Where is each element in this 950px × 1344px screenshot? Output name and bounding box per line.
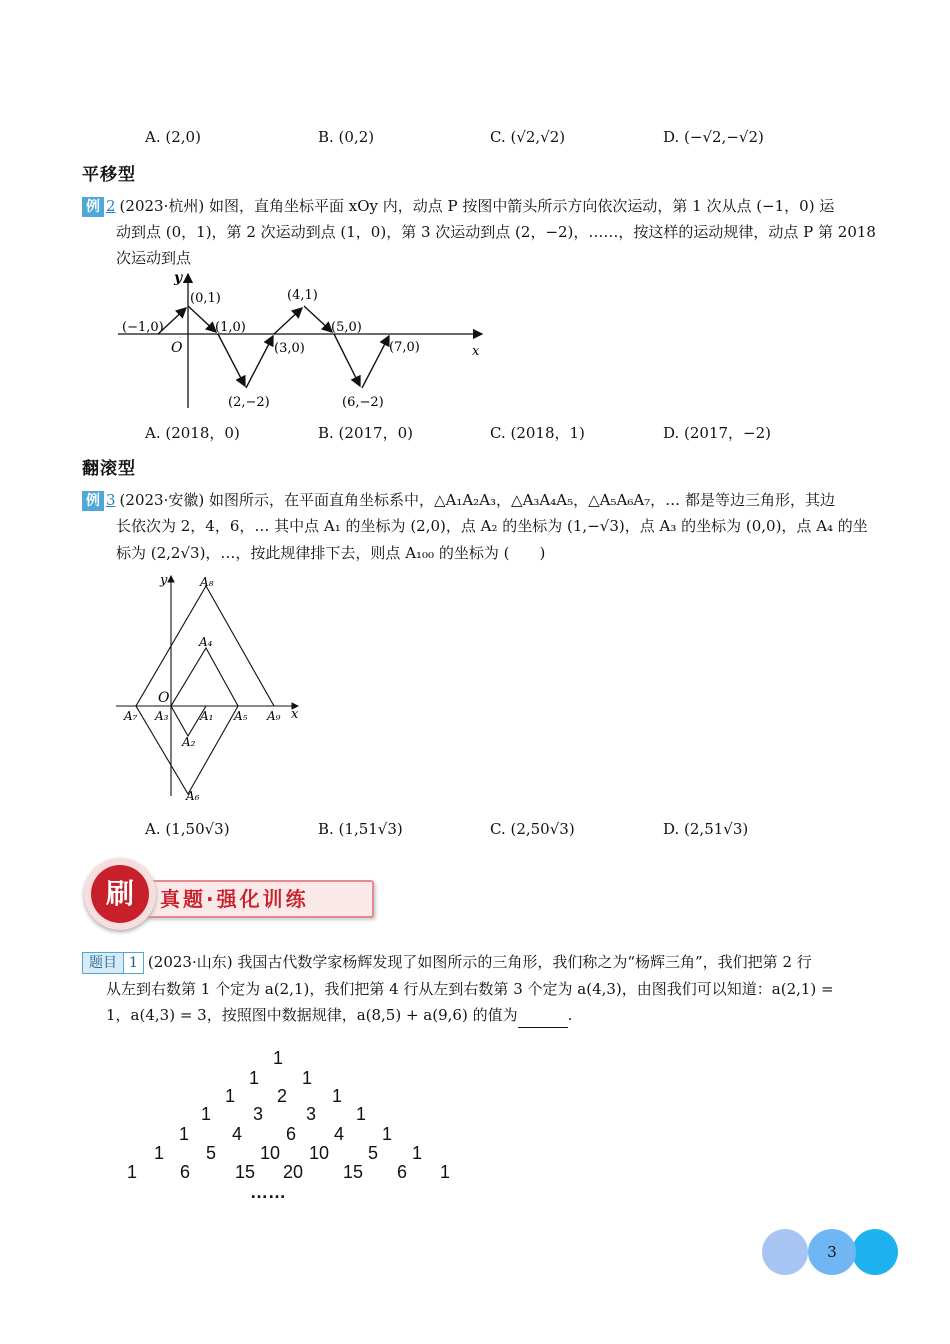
exercise1-line1 — [82, 949, 812, 975]
triangle-number: 6 — [180, 1162, 191, 1182]
y-label: y — [174, 270, 183, 286]
path-segment — [246, 336, 273, 388]
point-label: A₄ — [199, 635, 213, 649]
triangle-number: 4 — [232, 1124, 243, 1144]
triangle-number: 1 — [201, 1104, 212, 1124]
example-tag: 例 — [82, 197, 104, 217]
path-segment — [304, 306, 332, 332]
option-d[interactable]: D. (2,51√3) — [663, 820, 749, 838]
triangle-number: 1 — [273, 1048, 284, 1068]
triangle-number: 1 — [440, 1162, 451, 1182]
triangle-number: 10 — [309, 1143, 330, 1163]
option-a[interactable]: A. (1,50√3) — [145, 820, 230, 838]
point-label: (3,0) — [274, 341, 305, 356]
example2-line2: 动到点 (0，1)，第 2 次运动到点 (1，0)，第 3 次运动到点 (2，−2)，……，按这样的运动规律，动点 P 第 2018 — [116, 223, 876, 241]
triangle-number: 1 — [179, 1124, 190, 1144]
example-number: 2 — [106, 197, 116, 215]
origin-label: O — [171, 340, 183, 356]
triangle-number: 6 — [397, 1162, 408, 1182]
example-tag: 例 — [82, 491, 104, 511]
option-b[interactable]: B. (0,2) — [318, 128, 375, 146]
point-label: A₆ — [186, 789, 200, 803]
example2-options — [0, 422, 950, 446]
option-c[interactable]: C. (2,50√3) — [490, 820, 575, 838]
triangle-number: 15 — [343, 1162, 364, 1182]
example3-line3: 标为 (2,2√3)，…，按此规律排下去，则点 A₁₀₀ 的坐标为 ( ) — [116, 544, 546, 562]
practice-banner — [82, 858, 374, 934]
path-segment — [218, 334, 245, 386]
point-label: A₇ — [124, 709, 138, 723]
point-label: A₂ — [182, 735, 196, 749]
q1-options — [0, 128, 950, 152]
exercise1-line3 — [106, 1002, 572, 1028]
triangle-a3a4a5 — [171, 648, 238, 706]
banner-text: 真题·强化训练 — [160, 887, 309, 911]
point-label: A₅ — [234, 709, 248, 723]
triangle-number: 5 — [206, 1143, 217, 1163]
point-label: (4,1) — [287, 288, 318, 303]
triangle-number: 2 — [277, 1086, 288, 1106]
point-label: (−1,0) — [122, 320, 164, 335]
yanghui-triangle — [0, 1040, 950, 1210]
answer-blank[interactable] — [518, 1011, 568, 1028]
path-segment — [188, 306, 216, 332]
exercise1-period: . — [567, 1006, 573, 1024]
example3-options — [0, 820, 950, 844]
example3-line2: 长依次为 2，4，6，… 其中点 A₁ 的坐标为 (2,0)，点 A₂ 的坐标为 (1,−√3)，点 A₃ 的坐标为 (0,0)，点 A₄ 的坐 — [116, 517, 868, 535]
option-c[interactable]: C. (2018，1) — [490, 424, 585, 442]
x-label: x — [472, 344, 480, 359]
example2-graph — [110, 268, 490, 414]
exercise1-text-3: 1，a(4,3) = 3，按照图中数据规律，a(8,5) + a(9,6) 的值为 — [106, 1006, 518, 1024]
example3-line1 — [82, 487, 835, 513]
point-label: (7,0) — [389, 340, 420, 355]
point-label: (2,−2) — [228, 395, 270, 410]
triangle-number: 1 — [154, 1143, 165, 1163]
triangle-number: 20 — [283, 1162, 304, 1182]
page-circle-light — [762, 1229, 808, 1275]
example2-line3: 次运动到点 — [116, 249, 192, 267]
triangle-number: 1 — [127, 1162, 138, 1182]
point-label: A₃ — [155, 709, 169, 723]
triangle-ellipsis: …… — [250, 1182, 286, 1202]
point-label: (6,−2) — [342, 395, 384, 410]
exercise-number: 1 — [124, 952, 144, 974]
section-title-rolling: 翻滚型 — [82, 459, 136, 479]
option-a[interactable]: A. (2018，0) — [145, 424, 240, 442]
origin-label: O — [158, 690, 170, 706]
x-label: x — [291, 707, 299, 722]
triangle-number: 1 — [302, 1068, 313, 1088]
point-label: A₁ — [200, 709, 214, 723]
banner-char: 刷 — [91, 865, 149, 923]
option-b[interactable]: B. (1,51√3) — [318, 820, 403, 838]
option-d[interactable]: D. (2017，−2) — [663, 424, 772, 442]
triangle-number: 1 — [225, 1086, 236, 1106]
triangle-number: 3 — [253, 1104, 264, 1124]
triangle-number: 6 — [286, 1124, 297, 1144]
option-b[interactable]: B. (2017，0) — [318, 424, 413, 442]
example3-graph — [110, 570, 310, 806]
exercise-tag: 题目 — [82, 952, 124, 974]
example2-text-1: (2023·杭州) 如图，直角坐标平面 xOy 内，动点 P 按图中箭头所示方向依次运动，第 1 次从点 (−1，0) 运 — [119, 197, 835, 215]
triangle-number: 10 — [260, 1143, 281, 1163]
option-d[interactable]: D. (−√2,−√2) — [663, 128, 764, 146]
y-label: y — [160, 573, 168, 588]
page-circle-dark — [852, 1229, 898, 1275]
exercise1-text-1: (2023·山东) 我国古代数学家杨辉发现了如图所示的三角形，我们称之为“杨辉三角”，我们把第 2 行 — [147, 953, 812, 971]
triangle-number: 1 — [249, 1068, 260, 1088]
point-label: A₉ — [267, 709, 281, 723]
path-segment — [334, 334, 360, 386]
triangle-number: 15 — [235, 1162, 256, 1182]
section-title-translation: 平移型 — [82, 165, 136, 185]
point-label: (0,1) — [190, 291, 221, 306]
triangle-a5a6a7 — [136, 706, 238, 794]
point-label: (5,0) — [331, 320, 362, 335]
example2-line1 — [82, 193, 834, 219]
point-label: A₈ — [200, 575, 214, 589]
path-segment — [274, 308, 302, 334]
page-number: 3 — [808, 1229, 856, 1275]
triangle-number: 1 — [332, 1086, 343, 1106]
path-segment — [362, 336, 389, 388]
triangle-number: 5 — [368, 1143, 379, 1163]
example-number: 3 — [106, 491, 116, 509]
triangle-number: 1 — [382, 1124, 393, 1144]
option-c[interactable]: C. (√2,√2) — [490, 128, 566, 146]
triangle-number: 1 — [356, 1104, 367, 1124]
triangle-number: 1 — [412, 1143, 423, 1163]
point-label: (1,0) — [215, 320, 246, 335]
triangle-number: 3 — [306, 1104, 317, 1124]
triangle-number: 4 — [334, 1124, 345, 1144]
option-a[interactable]: A. (2,0) — [145, 128, 201, 146]
exercise1-line2: 从左到右数第 1 个定为 a(2,1)，我们把第 4 行从左到右数第 3 个定为 a(4,3)，由图我们可以知道：a(2,1) = — [106, 980, 834, 998]
example3-text-1: (2023·安徽) 如图所示，在平面直角坐标系中，△A₁A₂A₃，△A₃A₄A₅，△A₅A₆A₇，… 都是等边三角形，其边 — [119, 491, 835, 509]
